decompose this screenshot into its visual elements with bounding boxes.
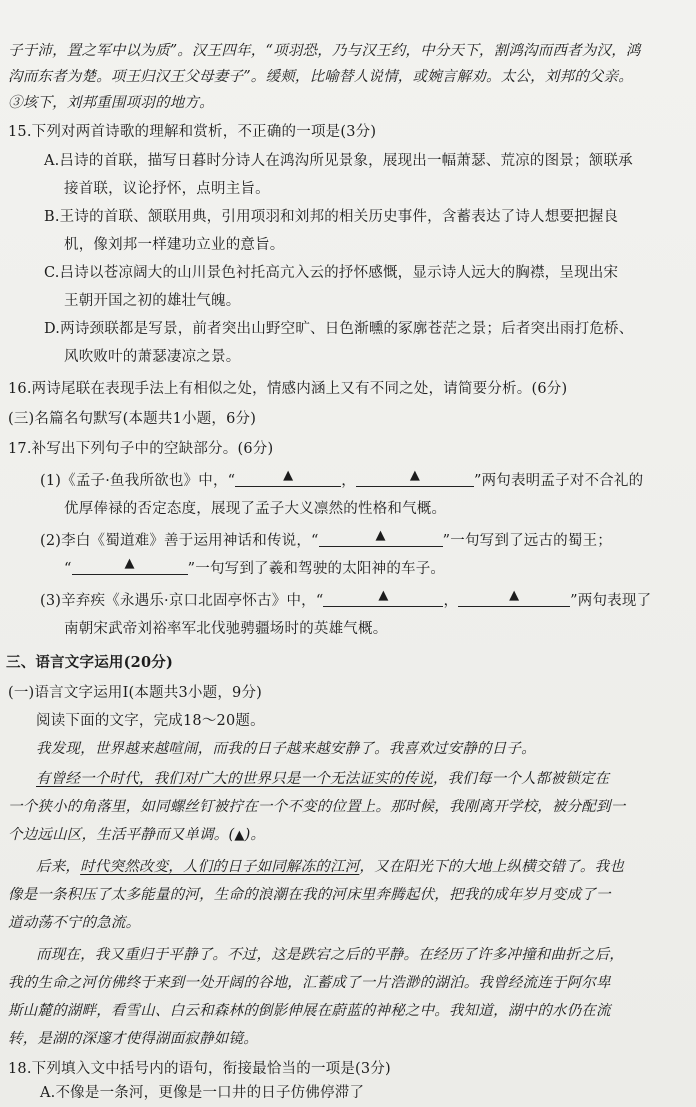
- subsection-1-heading: (一)语言文字运用Ⅰ(本题共3小题，9分): [8, 685, 263, 701]
- passage-para-2-line1: [36, 768, 609, 790]
- passage-para-2-line2: 一个狭小的角落里，如同螺丝钉被拧在一个不变的位置上。那时候，我刚离开学校，被分配到一: [8, 799, 626, 815]
- q17-item1-sep: ，: [341, 473, 356, 489]
- q18-option-a: A.不像是一条河，更像是一口井的日子仿佛停滞了: [40, 1085, 365, 1101]
- blank-marker: ▲: [124, 556, 135, 571]
- q17-item-3-line1: [40, 590, 651, 612]
- question-18-stem: 18.下列填入文中括号内的语句，衔接最恰当的一项是(3分): [8, 1061, 391, 1077]
- q17-item-3-line2: 南朝宋武帝刘裕率军北伐驰骋疆场时的英雄气概。: [64, 621, 388, 637]
- answer-blank[interactable]: [356, 470, 474, 487]
- question-16: 16.两诗尾联在表现手法上有相似之处，情感内涵上又有不同之处，请简要分析。(6分): [8, 381, 568, 397]
- answer-blank[interactable]: [319, 530, 443, 547]
- q17-item-1-line2: 优厚俸禄的否定态度，展现了孟子大义凛然的性格和气概。: [64, 501, 447, 517]
- answer-blank[interactable]: [72, 558, 188, 575]
- passage-para-4-line2: 我的生命之河仿佛终于来到一处开阔的谷地，汇蓄成了一片浩渺的湖泊。我曾经流连于阿尔卑: [8, 975, 611, 991]
- part-3-heading: 三、语言文字运用(20分): [6, 654, 173, 671]
- passage-para-3-line2: 像是一条积压了太多能量的河，生命的浪潮在我的河床里奔腾起伏，把我的成年岁月变成了一: [8, 887, 611, 903]
- q17-item2-prefix: (2)李白《蜀道难》善于运用神话和传说，“: [40, 533, 319, 549]
- q15-option-d-line2: 风吹败叶的萧瑟凄凉之景。: [64, 349, 241, 365]
- q17-item1-prefix: (1)《孟子·鱼我所欲也》中，“: [40, 473, 236, 489]
- q15-option-c-line1: C.吕诗以苍凉阔大的山川景色衬托高亢入云的抒怀感慨，显示诗人远大的胸襟，呈现出宋: [44, 265, 619, 281]
- question-17-stem: 17.补写出下列句子中的空缺部分。(6分): [8, 441, 274, 457]
- q15-option-d-line1: D.两诗颈联都是写景，前者突出山野空旷、日色渐曛的冢廓苍茫之景；后者突出雨打危桥、: [44, 321, 634, 337]
- answer-blank[interactable]: [458, 590, 570, 607]
- passage-text: ，又在阳光下的大地上纵横交错了。我也: [359, 859, 625, 875]
- q17-item2-open-quote: “: [64, 561, 72, 577]
- passage-para-3-line1: [36, 856, 624, 878]
- underlined-sentence: 有曾经一个时代，我们对广大的世界只是一个无法证实的传说: [36, 771, 433, 787]
- q17-item2-line2-suffix: ”一句写到了羲和驾驶的太阳神的车子。: [187, 561, 446, 577]
- note-line-2: 沟而东者为楚。项王归汉王父母妻子”。缓颊，比喻替人说情，或婉言解劝。太公，刘邦的父亲。: [8, 69, 634, 85]
- passage-text: 个边远山区，生活平静而又单调。(: [8, 827, 235, 843]
- passage-para-4-line4: 转，是湖的深邃才使得湖面寂静如镜。: [8, 1031, 258, 1047]
- blank-marker: ▲: [409, 468, 421, 483]
- underlined-sentence: 时代突然改变，人们的日子如同解冻的江河: [80, 859, 360, 875]
- q15-option-c-line2: 王朝开国之初的雄壮气魄。: [64, 293, 241, 309]
- note-line-3: ③垓下，刘邦重围项羽的地方。: [8, 95, 214, 111]
- q17-item-1-line1: [40, 470, 643, 492]
- blank-marker: ▲: [234, 828, 245, 843]
- q17-item3-sep: ，: [443, 593, 459, 609]
- answer-blank[interactable]: [323, 590, 443, 607]
- passage-para-2-line3: [8, 824, 265, 847]
- section-3-heading: (三)名篇名句默写(本题共1小题，6分): [8, 411, 257, 427]
- answer-blank[interactable]: [235, 470, 341, 487]
- q17-item1-suffix: ”两句表明孟子对不合礼的: [473, 473, 644, 489]
- passage-para-4-line1: 而现在，我又重归于平静了。不过，这是跌宕之后的平静。在经历了许多冲撞和曲折之后，: [36, 947, 624, 963]
- q15-option-b-line1: B.王诗的首联、颔联用典，引用项羽和刘邦的相关历史事件，含蓄表达了诗人想要把握良: [44, 209, 619, 225]
- q17-item3-suffix: ”两句表现了: [570, 593, 652, 609]
- note-line-1: 子于沛，置之军中以为质”。汉王四年，“项羽恐，乃与汉王约，中分天下，割鸿沟而西者为汉，鸿: [8, 43, 641, 59]
- reading-instruction: 阅读下面的文字，完成18～20题。: [36, 713, 265, 729]
- q17-item2-suffix: ”一句写到了远古的蜀王；: [442, 533, 612, 549]
- q17-item3-prefix: (3)辛弃疾《永遇乐·京口北固亭怀古》中，“: [40, 593, 324, 609]
- passage-para-3-line3: 道动荡不宁的急流。: [8, 915, 141, 931]
- passage-text: ，我们每一个人都被锁定在: [432, 771, 610, 787]
- passage-para-1: 我发现，世界越来越喧闹，而我的日子越来越安静了。我喜欢过安静的日子。: [36, 741, 536, 757]
- passage-para-4-line3: 斯山麓的湖畔，看雪山、白云和森林的倒影伸展在蔚蓝的神秘之中。我知道，湖中的水仍在流: [8, 1003, 611, 1019]
- q17-item-2-line1: [40, 530, 612, 552]
- q15-option-b-line2: 机，像刘邦一样建功立业的意旨。: [64, 237, 285, 253]
- blank-marker: ▲: [378, 588, 389, 603]
- blank-marker: ▲: [283, 468, 294, 483]
- blank-marker: ▲: [375, 528, 386, 543]
- q15-option-a-line1: A.吕诗的首联，描写日暮时分诗人在鸿沟所见景象，展现出一幅萧瑟、荒凉的图景；颔联承: [44, 153, 633, 169]
- q15-option-a-line2: 接首联，议论抒怀，点明主旨。: [64, 181, 270, 197]
- question-15-stem: 15.下列对两首诗歌的理解和赏析，不正确的一项是(3分): [8, 124, 377, 140]
- passage-text: 后来，: [36, 859, 81, 875]
- blank-marker: ▲: [509, 588, 520, 603]
- q17-item-2-line2: [64, 558, 445, 580]
- passage-text: )。: [244, 827, 266, 843]
